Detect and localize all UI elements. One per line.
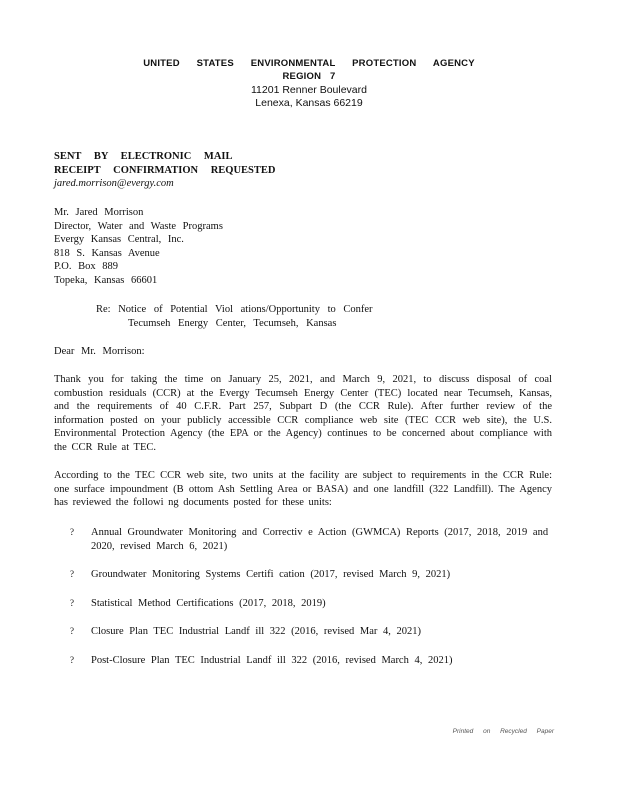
salutation: Dear Mr. Morrison: <box>54 346 145 357</box>
bullet-marker: ? <box>70 654 74 665</box>
subject-block <box>96 303 373 330</box>
street-address: 11201 Renner Boulevard <box>251 84 367 96</box>
list-item <box>70 568 560 582</box>
subject-line: Re: Notice of Potential Viol ations/Opportunity to Confer <box>96 304 373 315</box>
list-item <box>70 597 560 611</box>
recipient-line: Director, Water and Waste Programs <box>54 220 223 232</box>
bullet-marker: ? <box>70 527 74 537</box>
recipient-email[interactable]: jared.morrison@evergy.com <box>54 178 174 189</box>
document-title: Groundwater Monitoring Systems Certifi cation (2017, revised March 9, 2021) <box>91 569 451 580</box>
recipient-line: Topeka, Kansas 66601 <box>54 274 158 286</box>
document-title: Annual Groundwater Monitoring and Correctiv e Action (GWMCA) Reports (2017, 2018, 2019 and 2020, revised March 6, 2021) <box>91 527 549 552</box>
list-item <box>70 526 560 553</box>
city-address: Lenexa, Kansas 66219 <box>255 97 363 109</box>
recipient-address <box>54 206 223 287</box>
recipient-line: 818 S. Kansas Avenue <box>54 247 160 259</box>
region-label: REGION 7 <box>282 71 336 82</box>
recipient-line: Evergy Kansas Central, Inc. <box>54 234 184 245</box>
body-paragraph: According to the TEC CCR web site, two units at the facility are subject to requirements in the CCR Rule: one surface impoundment (B ottom Ash Settling Area or BASA) and one landfill (322 Landfill). The Agency has reviewed the followi ng documents posted for these units: <box>54 470 552 508</box>
list-item <box>70 625 560 639</box>
receipt-request: RECEIPT CONFIRMATION REQUESTED <box>54 164 276 176</box>
document-title: Closure Plan TEC Industrial Landf ill 322 (2016, revised Mar 4, 2021) <box>91 626 421 637</box>
subject-line: Tecumseh Energy Center, Tecumseh, Kansas <box>128 317 337 329</box>
body-paragraph: Thank you for taking the time on January 25, 2021, and March 9, 2021, to discuss disposal of coal combustion residuals (CCR) at the Evergy Tecumseh Energy Center (TEC) located near Tecumseh, Kansas, and the requirements of 40 C.F.R. Part 257, Subpart D (the CCR Rule). After further review of the information posted on your publicly accessible CCR compliance web site (TEC CCR web site), the U.S. Environmental Protection Agency (the EPA or the Agency) continues to be concerned about compliance with the CCR Rule at TEC. <box>54 374 552 453</box>
delivery-block <box>54 150 275 191</box>
recipient-line: Mr. Jared Morrison <box>54 207 144 218</box>
bullet-marker: ? <box>70 626 74 636</box>
bullet-marker: ? <box>70 597 74 608</box>
document-list <box>70 526 560 682</box>
list-item <box>70 654 560 668</box>
bullet-marker: ? <box>70 569 74 579</box>
agency-name: UNITED STATES ENVIRONMENTAL PROTECTION AGENCY <box>143 58 475 69</box>
recipient-line: P.O. Box 889 <box>54 261 119 272</box>
document-title: Post-Closure Plan TEC Industrial Landf ill 322 (2016, revised March 4, 2021) <box>91 654 453 666</box>
delivery-method: SENT BY ELECTRONIC MAIL <box>54 151 233 162</box>
document-title: Statistical Method Certifications (2017, 2018, 2019) <box>91 597 326 609</box>
recycled-paper-note: Printed on Recycled Paper <box>452 728 554 735</box>
